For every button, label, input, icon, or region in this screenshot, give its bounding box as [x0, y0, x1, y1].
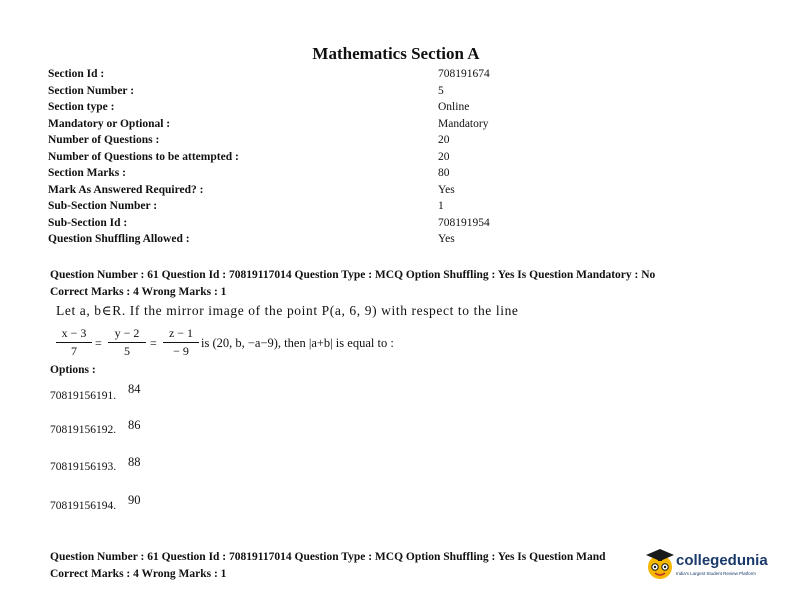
option-value[interactable]: 84: [128, 382, 141, 396]
question-header: Question Number : 61 Question Id : 70819117014 Question Type : MCQ Option Shuffling : Yes Is Question Mand: [50, 551, 606, 563]
info-label: Mark As Answered Required? :: [48, 184, 204, 196]
info-value: Online: [438, 101, 470, 113]
question-marks: Correct Marks : 4 Wrong Marks : 1: [50, 286, 227, 298]
info-value: Mandatory: [438, 118, 489, 130]
fraction-denominator: 5: [124, 344, 130, 358]
info-row-section-type: [48, 101, 548, 117]
question-text: Let a, b∈R. If the mirror image of the point P(a, 6, 9) with respect to the line: [56, 303, 519, 318]
info-value: 20: [438, 151, 450, 163]
equals-sign: =: [95, 336, 102, 350]
info-value: 1: [438, 200, 444, 212]
info-row-mandatory: [48, 118, 548, 134]
info-value: 20: [438, 134, 450, 146]
fraction-numerator: y − 2: [114, 326, 140, 340]
info-value: 708191674: [438, 68, 490, 80]
logo-tagline: India's Largest Student Review Platform: [676, 571, 756, 576]
info-row-section-id: [48, 68, 548, 84]
question-text-tail: is (20, b, −a−9), then |a+b| is equal to :: [201, 336, 394, 350]
info-value: Yes: [438, 184, 455, 196]
fraction-bar: [56, 342, 92, 343]
question-header: Question Number : 61 Question Id : 70819117014 Question Type : MCQ Option Shuffling : Yes Is Question Mandatory : No: [50, 269, 656, 281]
fraction-bar: [108, 342, 146, 343]
info-label: Section type :: [48, 101, 115, 113]
fraction-x: [56, 326, 92, 359]
question-marks: Correct Marks : 4 Wrong Marks : 1: [50, 568, 227, 580]
info-row-sub-section-id: [48, 217, 548, 233]
option-value[interactable]: 88: [128, 455, 141, 469]
info-row-question-shuffling: [48, 233, 548, 249]
info-row-sub-section-number: [48, 200, 548, 216]
option-id: 70819156192.: [50, 424, 117, 436]
fraction-y: [108, 326, 146, 359]
info-label: Number of Questions to be attempted :: [48, 151, 239, 163]
fraction-bar: [163, 342, 199, 343]
options-label: Options :: [50, 364, 96, 376]
section-title: Mathematics Section A: [312, 44, 480, 63]
info-label: Mandatory or Optional :: [48, 118, 171, 130]
info-label: Section Number :: [48, 85, 135, 97]
info-label: Section Marks :: [48, 167, 126, 179]
info-row-section-marks: [48, 167, 548, 183]
equals-sign: =: [150, 336, 157, 350]
info-row-questions-to-attempt: [48, 151, 548, 167]
option-id: 70819156193.: [50, 461, 117, 473]
info-label: Number of Questions :: [48, 134, 160, 146]
option-id: 70819156191.: [50, 390, 117, 402]
fraction-numerator: x − 3: [61, 326, 87, 340]
info-label: Question Shuffling Allowed :: [48, 233, 190, 245]
fraction-z: [163, 326, 199, 359]
option-id: 70819156194.: [50, 500, 117, 512]
info-row-mark-as-answered: [48, 184, 548, 200]
info-label: Sub-Section Id :: [48, 217, 128, 229]
info-label: Sub-Section Number :: [48, 200, 158, 212]
info-value: 5: [438, 85, 444, 97]
info-label: Section Id :: [48, 68, 105, 80]
option-value[interactable]: 90: [128, 493, 141, 507]
fraction-numerator: z − 1: [168, 326, 194, 340]
option-value[interactable]: 86: [128, 418, 141, 432]
fraction-denominator: 7: [71, 344, 77, 358]
info-value: 80: [438, 167, 450, 179]
info-value: Yes: [438, 233, 455, 245]
info-row-number-of-questions: [48, 134, 548, 150]
logo-wordmark: collegedunia: [676, 552, 768, 569]
info-row-section-number: [48, 85, 548, 101]
fraction-denominator: − 9: [173, 344, 189, 358]
info-value: 708191954: [438, 217, 490, 229]
